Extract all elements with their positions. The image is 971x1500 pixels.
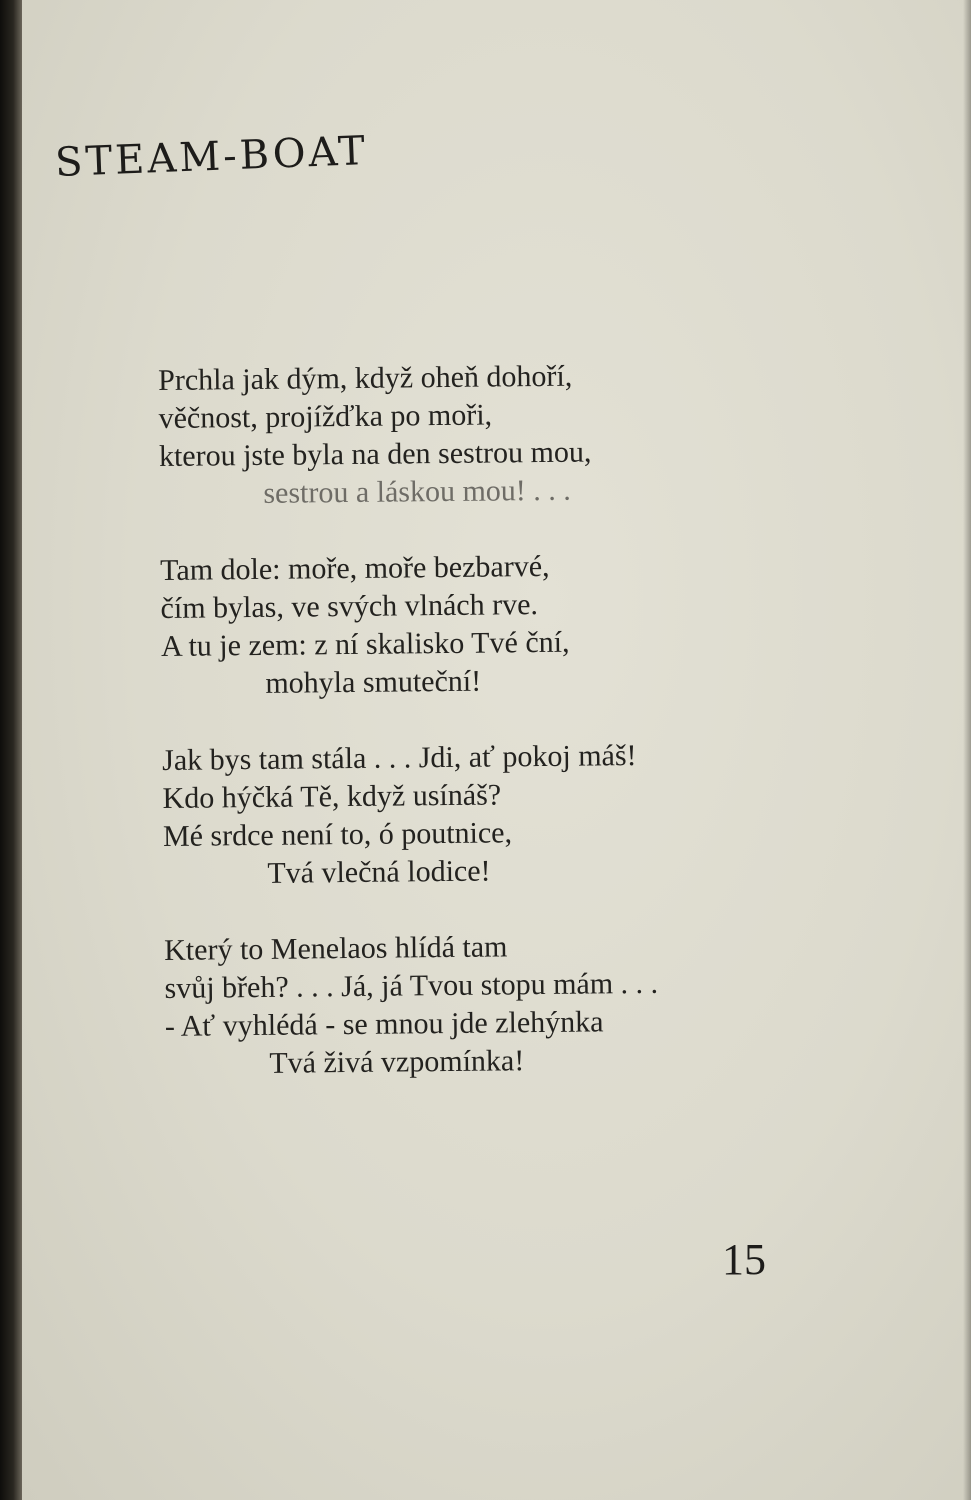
poem-line: Prchla jak dým, když oheň dohoří,	[158, 359, 573, 397]
stanza-4	[164, 925, 846, 1084]
poem-line: - Ať vyhlédá - se mnou jde zlehýnka	[164, 1005, 604, 1043]
stanza-2	[160, 545, 842, 704]
poem-line: Jak bys tam stála . . . Jdi, ať pokoj máš!	[162, 739, 637, 777]
poem-line-indented: Tvá živá vzpomínka!	[269, 1044, 525, 1080]
poem-body	[158, 355, 846, 1122]
stanza-1	[158, 355, 840, 514]
poem-line: Tam dole: moře, moře bezbarvé,	[160, 549, 550, 587]
page-number: 15	[722, 1235, 766, 1284]
poem-line: kterou jste byla na den sestrou mou,	[158, 435, 592, 473]
poem-line-indented: sestrou a láskou mou! . . .	[263, 473, 572, 510]
poem-line: Který to Menelaos hlídá tam	[163, 930, 508, 967]
poem-line: čím bylas, ve svých vlnách rve.	[160, 588, 539, 625]
poem-line: A tu je zem: z ní skalisko Tvé ční,	[160, 625, 570, 663]
poem-line: Mé srdce není to, ó poutnice,	[162, 816, 513, 853]
poem-line-indented: mohyla smuteční!	[265, 664, 482, 700]
stanza-3	[162, 735, 844, 894]
poem-line-indented: Tvá vlečná lodice!	[267, 854, 491, 890]
poem-line: věčnost, projížďka po moři,	[158, 398, 493, 435]
book-spine-shadow	[0, 0, 22, 1500]
poem-line: svůj břeh? . . . Já, já Tvou stopu mám . . .	[164, 966, 659, 1005]
book-page	[22, 0, 971, 1500]
poem-title: STEAM-BOAT	[54, 128, 369, 186]
poem-line: Kdo hýčká Tě, když usínáš?	[162, 778, 502, 815]
